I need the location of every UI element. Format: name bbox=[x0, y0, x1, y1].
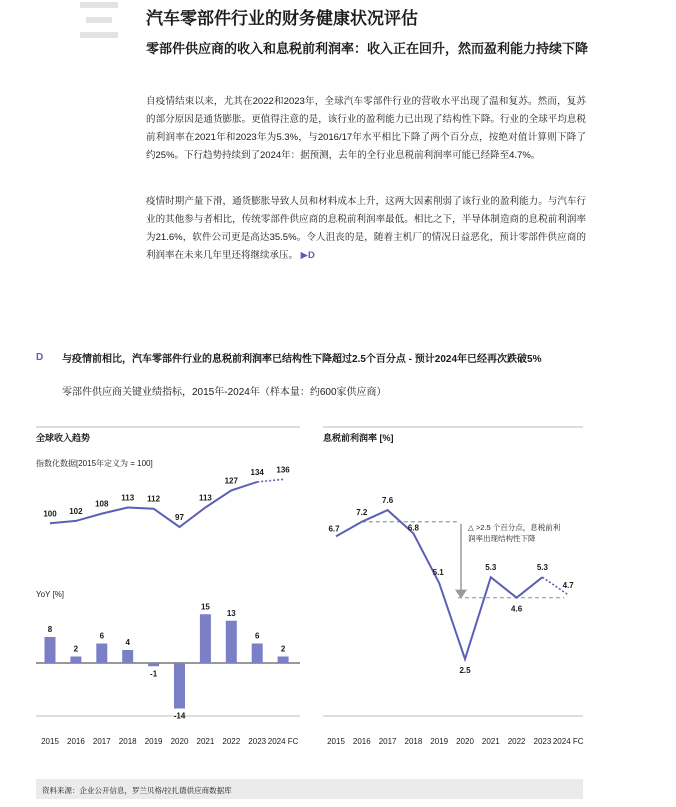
x-tick-label: 2022 bbox=[222, 737, 241, 746]
exhibit-letter: D bbox=[36, 352, 44, 363]
x-tick-label: 2016 bbox=[67, 737, 85, 746]
x-tick-label: 2021 bbox=[481, 737, 500, 746]
x-tick-label: 2023 bbox=[533, 737, 552, 746]
yoy-bar bbox=[45, 637, 56, 663]
x-tick-label: 2019 bbox=[144, 737, 163, 746]
revenue-data-label: 136 bbox=[276, 465, 290, 475]
revenue-axis-label: 指数化数据[2015年定义为 = 100] bbox=[36, 459, 153, 468]
yoy-bar bbox=[174, 663, 185, 709]
ebit-line bbox=[336, 507, 542, 659]
yoy-bar bbox=[70, 657, 81, 664]
revenue-data-label: 112 bbox=[147, 494, 161, 504]
exhibit-subtitle: 零部件供应商关键业绩指标，2015年-2024年（样本量：约600家供应商） bbox=[62, 387, 387, 398]
revenue-data-label: 113 bbox=[121, 493, 135, 503]
yoy-data-label: 13 bbox=[226, 608, 236, 618]
x-tick-label: 2024 FC bbox=[552, 737, 584, 746]
x-tick-label: 2019 bbox=[430, 737, 449, 746]
revenue-data-label: 134 bbox=[250, 467, 264, 477]
exhibit-title: 与疫情前相比，汽车零部件行业的息税前利润率已结构性下降超过2.5个百分点 - 预计2024年已经再次跌破5% bbox=[62, 354, 542, 365]
yoy-data-label: -14 bbox=[173, 711, 186, 721]
x-tick-label: 2015 bbox=[327, 737, 345, 746]
x-tick-label: 2020 bbox=[170, 737, 189, 746]
revenue-data-label: 108 bbox=[95, 499, 109, 509]
x-tick-label: 2022 bbox=[507, 737, 526, 746]
ebit-data-label: 5.3 bbox=[536, 563, 548, 573]
ebit-data-label: 2.5 bbox=[459, 666, 471, 675]
body-paragraph-2-text: 疫情时期产量下滑，通货膨胀导致人员和材料成本上升，这两大因素削弱了该行业的盈利能力。与汽车行业的其他参与者相比，传统零部件供应商的息税前利润率最低。相比之下，半导体制造商的息税前利润率为21.6%，软件公司更是高达35.5%。令人沮丧的是，随着主机厂的情况日益恶化，预计零部件供应商的利润率在未来几年里还将继续承压。 bbox=[146, 196, 586, 261]
x-tick-label: 2020 bbox=[456, 737, 474, 746]
x-tick-label: 2015 bbox=[41, 737, 59, 746]
revenue-data-label: 113 bbox=[198, 493, 212, 503]
yoy-bar bbox=[278, 657, 289, 664]
ebit-data-label: 4.6 bbox=[511, 604, 523, 614]
x-tick-label: 2023 bbox=[248, 737, 267, 746]
yoy-data-label: -1 bbox=[150, 669, 158, 679]
yoy-data-label: 4 bbox=[125, 638, 130, 647]
revenue-forecast-line bbox=[257, 479, 283, 482]
x-tick-label: 2021 bbox=[196, 737, 215, 746]
yoy-bar bbox=[226, 621, 237, 663]
revenue-data-label: 97 bbox=[175, 513, 184, 522]
x-tick-label: 2018 bbox=[404, 737, 423, 746]
yoy-data-label: 2 bbox=[280, 644, 286, 654]
yoy-bar bbox=[148, 663, 159, 666]
revenue-panel-title: 全球收入趋势 bbox=[36, 433, 91, 443]
x-tick-label: 2024 FC bbox=[267, 737, 299, 746]
exhibit-reference-link[interactable]: ▶D bbox=[300, 250, 315, 261]
x-tick-label: 2017 bbox=[378, 737, 397, 746]
ebit-data-label: 5.3 bbox=[485, 563, 497, 573]
yoy-bar bbox=[96, 644, 107, 664]
revenue-data-label: 127 bbox=[224, 476, 238, 486]
ebit-annotation-line-1: △ >2.5 个百分点，息税前利 bbox=[468, 523, 561, 532]
source-note: 资料来源：企业公开信息，罗兰贝格/拉扎德供应商数据库 bbox=[42, 786, 232, 795]
revenue-line bbox=[50, 482, 257, 527]
yoy-data-label: 6 bbox=[99, 631, 105, 641]
yoy-data-label: 15 bbox=[200, 602, 210, 612]
revenue-data-label: 102 bbox=[69, 506, 83, 516]
x-tick-label: 2016 bbox=[352, 737, 371, 746]
yoy-bar bbox=[252, 644, 263, 664]
yoy-data-label: 2 bbox=[73, 644, 79, 654]
yoy-bar bbox=[200, 614, 211, 663]
body-paragraph-1: 自疫情结束以来，尤其在2022和2023年，全球汽车零部件行业的营收水平出现了温和复苏。然而，复苏的部分原因是通货膨胀。更值得注意的是，该行业的盈利能力已出现了结构性下降。行业的全球平均息税前利润率在2021年和2023年为5.3%，与2016/17年水平相比下降了两个百分点，按绝对值计算则下降了约25%。下行趋势持续到了2024年：据预测，去年的全行业息税前利润率可能已经降至4.7%。 bbox=[146, 96, 586, 161]
yoy-data-label: 8 bbox=[47, 625, 53, 634]
x-tick-label: 2017 bbox=[92, 737, 111, 746]
ebit-data-label: 6.7 bbox=[328, 524, 340, 534]
ebit-data-label: 7.2 bbox=[356, 507, 368, 517]
revenue-data-label: 100 bbox=[43, 509, 57, 519]
yoy-data-label: 6 bbox=[254, 631, 260, 641]
ebit-data-label: 6.8 bbox=[407, 523, 419, 533]
ebit-panel-title: 息税前利润率 [%] bbox=[323, 433, 394, 443]
ebit-data-label: 7.6 bbox=[382, 496, 394, 506]
page-subtitle: 零部件供应商的收入和息税前利润率：收入正在回升，然而盈利能力持续下降 bbox=[146, 41, 589, 56]
x-tick-label: 2018 bbox=[118, 737, 137, 746]
yoy-axis-label: YoY [%] bbox=[36, 590, 65, 599]
yoy-bar bbox=[122, 650, 133, 663]
ebit-annotation-line-2: 润率出现结构性下降 bbox=[468, 534, 536, 543]
page-title: 汽车零部件行业的财务健康状况评估 bbox=[146, 9, 418, 28]
ebit-data-label: 4.7 bbox=[562, 580, 574, 590]
ebit-data-label: 5.1 bbox=[432, 568, 444, 578]
